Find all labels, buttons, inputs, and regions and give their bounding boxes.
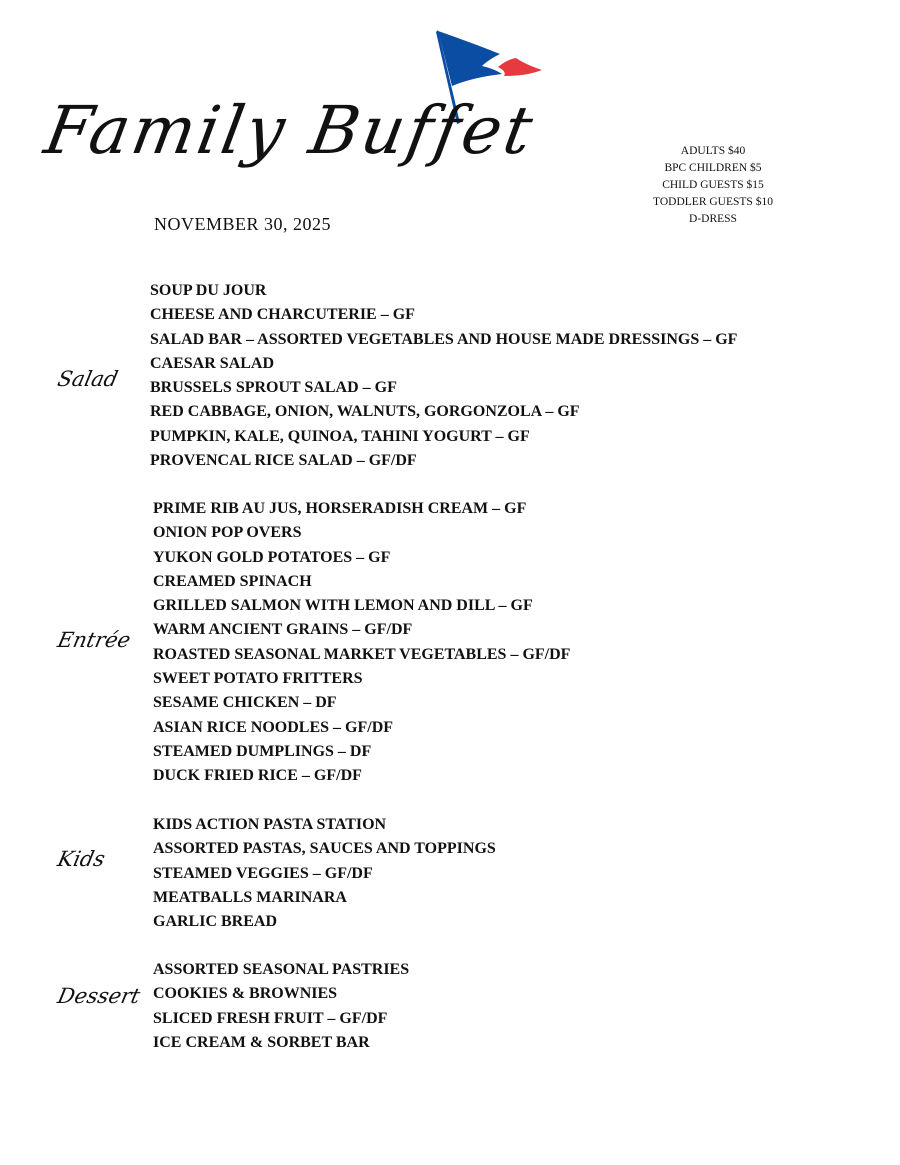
salad-items <box>150 279 737 473</box>
flag-red-pennant <box>498 58 542 76</box>
menu-item: GRILLED SALMON WITH LEMON AND DILL – GF <box>153 597 533 615</box>
menu-item: SALAD BAR – ASSORTED VEGETABLES AND HOUSE MADE DRESSINGS – GF <box>150 330 738 348</box>
menu-item: KIDS ACTION PASTA STATION <box>153 816 387 833</box>
menu-item: STEAMED DUMPLINGS – DF <box>153 742 372 760</box>
menu-item: PROVENCAL RICE SALAD – GF/DF <box>150 452 417 470</box>
price-line: TODDLER GUESTS $10 <box>653 196 773 208</box>
menu-item: PRIME RIB AU JUS, HORSERADISH CREAM – GF <box>153 500 527 517</box>
menu-item: BRUSSELS SPROUT SALAD – GF <box>150 379 397 397</box>
dessert-items <box>153 958 409 1055</box>
menu-item: DUCK FRIED RICE – GF/DF <box>153 767 362 785</box>
menu-item: SLICED FRESH FRUIT – GF/DF <box>153 1009 388 1027</box>
menu-item: ASSORTED SEASONAL PASTRIES <box>153 961 410 978</box>
section-label-salad: Salad <box>55 367 121 391</box>
section-label-kids: Kids <box>55 847 108 871</box>
page-title: Family Buffet <box>39 92 541 169</box>
menu-item: STEAMED VEGGIES – GF/DF <box>153 864 373 882</box>
menu-item: ASSORTED PASTAS, SAUCES AND TOPPINGS <box>153 840 496 858</box>
price-line: CHILD GUESTS $15 <box>662 179 764 191</box>
menu-item: YUKON GOLD POTATOES – GF <box>153 548 391 566</box>
menu-item: ASIAN RICE NOODLES – GF/DF <box>153 718 394 736</box>
menu-item: ONION POP OVERS <box>153 524 302 542</box>
menu-item: ICE CREAM & SORBET BAR <box>153 1033 370 1051</box>
menu-item: RED CABBAGE, ONION, WALNUTS, GORGONZOLA – GF <box>150 403 580 421</box>
dress-code: D-DRESS <box>689 213 737 225</box>
menu-item: SWEET POTATO FRITTERS <box>153 670 363 688</box>
menu-item: SOUP DU JOUR <box>150 282 267 299</box>
menu-item: CREAMED SPINACH <box>153 572 312 590</box>
entree-items <box>153 497 570 789</box>
menu-item: CAESAR SALAD <box>150 354 275 372</box>
price-line: BPC CHILDREN $5 <box>664 162 762 174</box>
price-list <box>640 143 786 228</box>
section-label-dessert: Dessert <box>55 984 143 1008</box>
price-line: ADULTS $40 <box>680 145 746 157</box>
section-label-entree: Entrée <box>55 628 133 652</box>
menu-item: CHEESE AND CHARCUTERIE – GF <box>150 306 415 324</box>
menu-item: GARLIC BREAD <box>153 913 278 931</box>
menu-item: WARM ANCIENT GRAINS – GF/DF <box>153 621 413 639</box>
menu-item: COOKIES & BROWNIES <box>153 985 338 1003</box>
menu-item: SESAME CHICKEN – DF <box>153 694 337 712</box>
event-date: NOVEMBER 30, 2025 <box>154 214 332 234</box>
menu-item: MEATBALLS MARINARA <box>153 888 347 906</box>
menu-item: ROASTED SEASONAL MARKET VEGETABLES – GF/DF <box>153 645 571 663</box>
menu-item: PUMPKIN, KALE, QUINOA, TAHINI YOGURT – GF <box>150 427 530 445</box>
kids-items <box>153 813 496 934</box>
